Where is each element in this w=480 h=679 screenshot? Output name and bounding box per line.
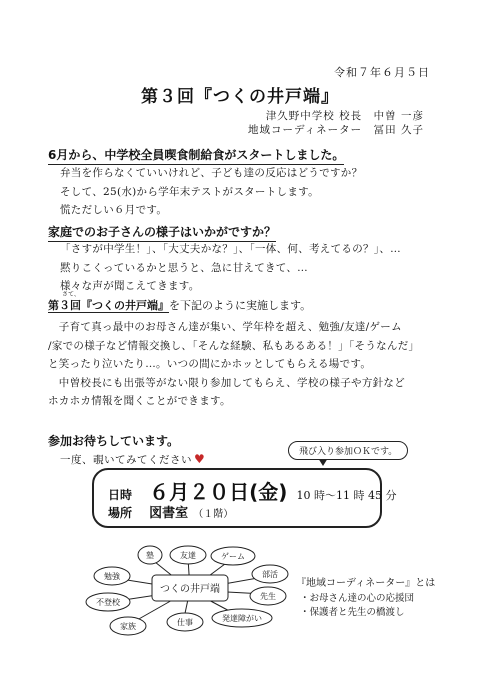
section3-heading-line bbox=[48, 297, 311, 313]
section1-body bbox=[60, 164, 362, 220]
section2-line: 黙りこくっているかと思うと、急に甘えてきて、… bbox=[60, 261, 308, 274]
topic-mindmap bbox=[80, 542, 300, 674]
section2-body bbox=[60, 240, 401, 296]
where-label: 場所 bbox=[108, 506, 133, 520]
section3-heading-rest: を下記のように実施します。 bbox=[169, 299, 312, 312]
topic-label: 発達障がい bbox=[222, 614, 262, 623]
section1-line: 弁当を作らなくていいけれど、子ども達の反応はどうですか？ bbox=[60, 167, 363, 179]
page-title: 第３回『つくの井戸端』 bbox=[141, 87, 339, 107]
where-value: 図書室 bbox=[149, 506, 189, 521]
event-where bbox=[108, 502, 233, 521]
section3-line: 子育て真っ最中のお母さん達が集い、学年枠を超え、勉強/友達/ゲーム bbox=[48, 321, 402, 333]
topic-label: ゲーム bbox=[221, 552, 245, 561]
topic-label: 仕事 bbox=[177, 618, 193, 627]
topic-label: 不登校 bbox=[96, 598, 120, 607]
section3-heading: 第３回『つくの井戸端』 bbox=[48, 299, 169, 312]
when-date: ６月２０日(金) bbox=[149, 480, 288, 504]
topic-label: 部活 bbox=[262, 570, 278, 579]
section1-heading: 6月から、中学校全員喫食制給食がスタートしました。 bbox=[48, 146, 344, 165]
ruby-annotation: さて、 bbox=[62, 291, 80, 298]
section2-heading: 家庭でのお子さんの様子はいかがですか？ bbox=[48, 223, 276, 242]
invite-text: 一度、覗いてみてください bbox=[60, 454, 192, 466]
event-when bbox=[108, 476, 396, 505]
coordinator-note-title: 『地域コーディネーター』とは bbox=[296, 578, 436, 589]
walk-in-bubble: 飛び入り参加ＯＫです。 bbox=[288, 441, 408, 460]
section3-body bbox=[48, 318, 419, 411]
heart-icon: ♥ bbox=[194, 452, 206, 466]
document-date: 令和７年６月５日 bbox=[334, 66, 430, 79]
section3-line: /家での様子など情報交換し、「そんな経験、私もあるある！」「そうなんだ」 bbox=[48, 339, 420, 352]
section1-line: 慌ただしい６月です。 bbox=[60, 204, 168, 216]
when-time: 10 時～11 時 45 分 bbox=[296, 489, 397, 502]
topic-label: 勉強 bbox=[104, 572, 120, 581]
signer-coordinator: 地域コーディネーター 冨田 久子 bbox=[248, 124, 424, 136]
invite-line bbox=[60, 452, 205, 467]
when-label: 日時 bbox=[108, 488, 133, 502]
topic-label: 友達 bbox=[180, 551, 196, 560]
mindmap-center: つくの井戸端 bbox=[160, 584, 220, 595]
section3-line: 中曽校長にも出張等がない限り参加してもらえ、学校の様子や方針など bbox=[48, 376, 406, 389]
section2-line: 「さすが中学生！」、「大丈夫かな？」、「一体、何、考えてるの？」、… bbox=[60, 243, 401, 255]
section3-line: ホカホカ情報を聞くことができます。 bbox=[48, 395, 231, 407]
topic-label: 先生 bbox=[260, 592, 276, 601]
topic-label: 塾 bbox=[146, 551, 154, 560]
section2-line: 様々な声が聞こえてきます。 bbox=[60, 280, 200, 292]
invite-heading: 参加お待ちしています。 bbox=[48, 434, 180, 448]
section3-line: と笑ったり泣いたり…。いつの間にかホッとしてもらえる場です。 bbox=[48, 358, 372, 370]
where-note: （１階） bbox=[193, 509, 234, 520]
signer-principal: 津久野中学校 校長 中曽 一彦 bbox=[265, 110, 424, 122]
event-details-box bbox=[92, 468, 397, 528]
coordinator-note-item: ・保護者と先生の橋渡し bbox=[300, 607, 405, 618]
section1-line: そして、25(水)から学年末テストがスタートします。 bbox=[60, 185, 319, 198]
topic-label: 家族 bbox=[120, 622, 136, 631]
coordinator-note-item: ・お母さん達の心の応援団 bbox=[300, 593, 415, 604]
